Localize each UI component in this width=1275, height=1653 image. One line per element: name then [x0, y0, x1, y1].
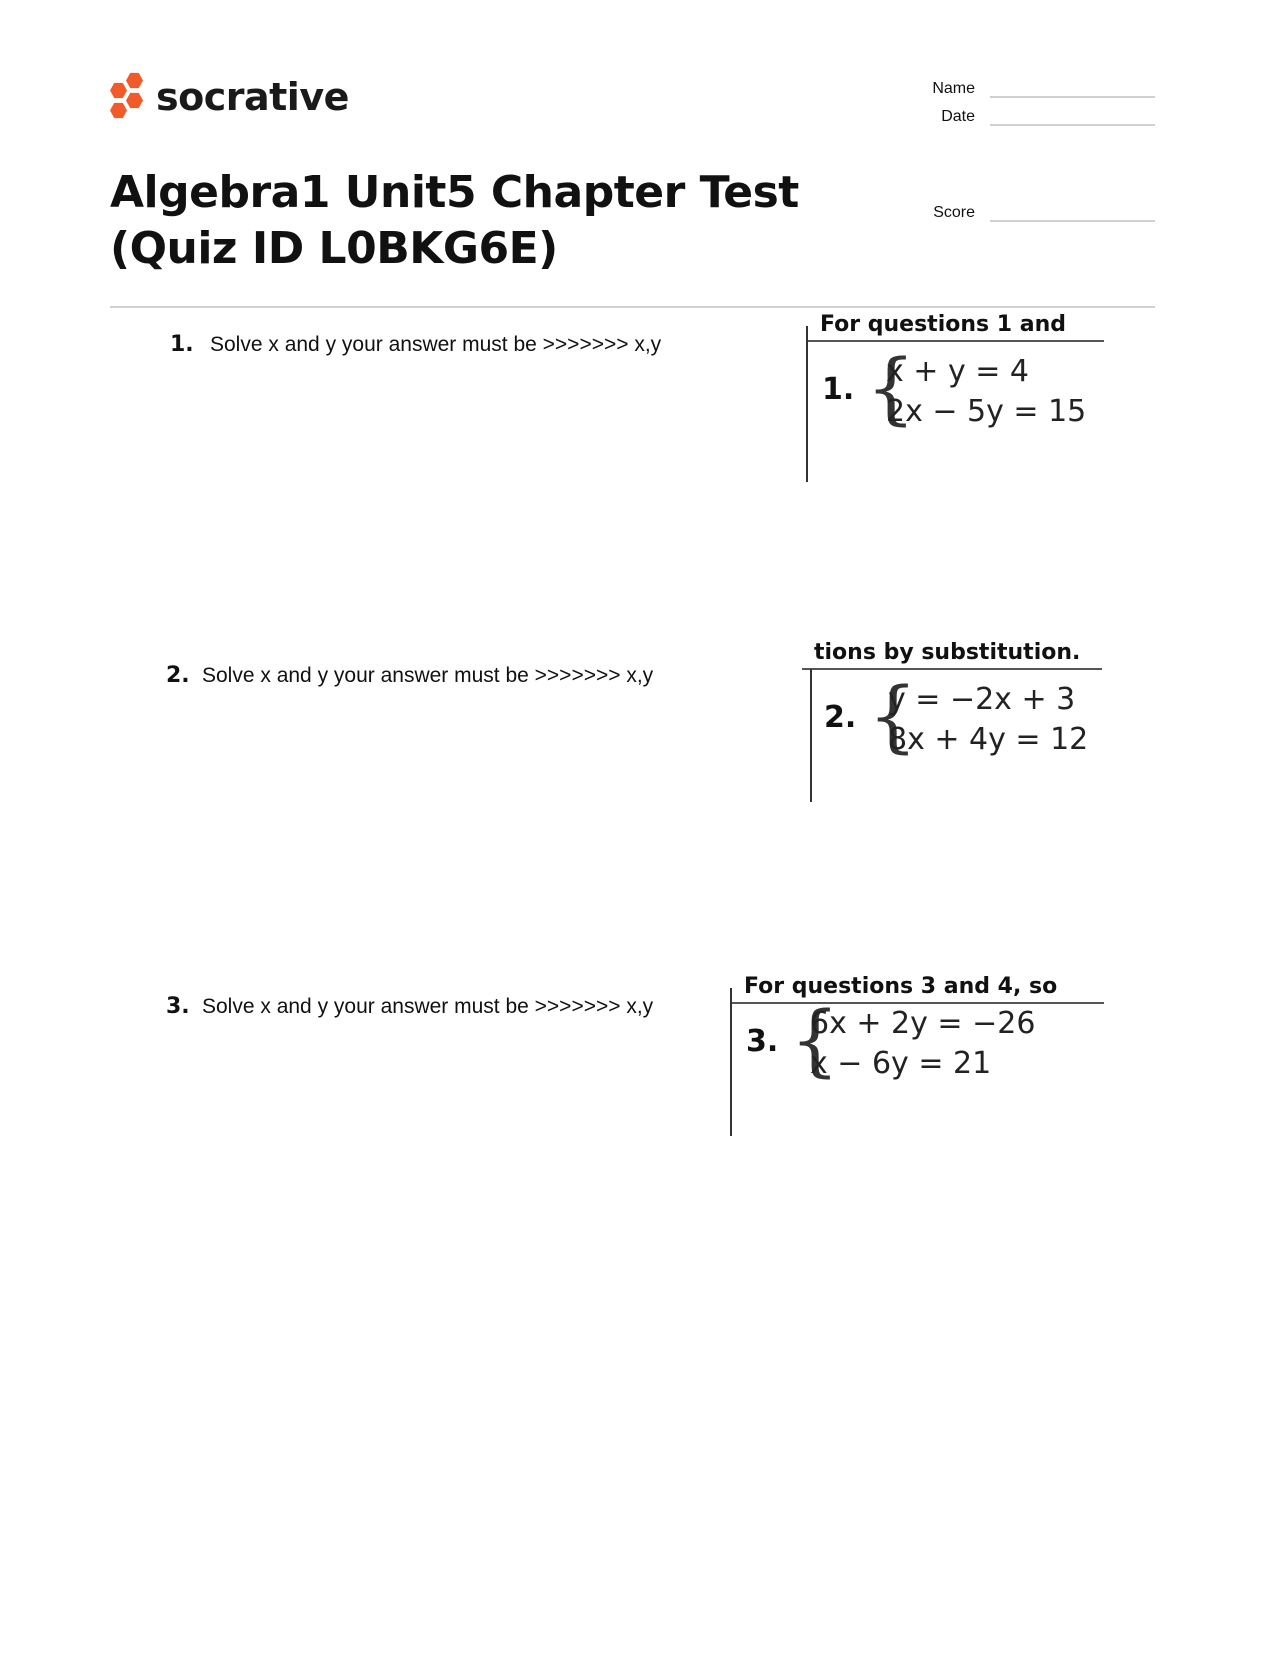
image-header-fragment: For questions 1 and [820, 312, 1066, 337]
equation: 2x − 5y = 15 [886, 394, 1087, 429]
problem-number: 2. [824, 700, 857, 735]
image-header-fragment: For questions 3 and 4, so [744, 974, 1058, 999]
title-line-2: (Quiz ID L0BKG6E) [110, 223, 558, 274]
equation: 8x + 4y = 12 [888, 722, 1089, 757]
equation-system [888, 680, 1088, 760]
date-line[interactable] [990, 104, 1155, 126]
name-field[interactable] [880, 76, 1155, 98]
name-label: Name [932, 80, 975, 97]
image-rule [802, 668, 1102, 670]
name-line[interactable] [990, 76, 1155, 98]
question-1 [170, 332, 661, 357]
score-field[interactable] [880, 200, 1155, 222]
equation-image-3 [730, 974, 1104, 1136]
question-3 [166, 994, 653, 1019]
brace-icon: { [868, 672, 918, 762]
date-label: Date [941, 108, 975, 125]
equation: y = −2x + 3 [888, 682, 1076, 717]
score-label: Score [933, 204, 975, 221]
title-line-1: Algebra1 Unit5 Chapter Test [110, 167, 799, 218]
equation: x + y = 4 [886, 354, 1030, 389]
header-divider [110, 306, 1155, 308]
score-line[interactable] [990, 200, 1155, 222]
brand-name: socrative [156, 75, 349, 119]
image-header-fragment: tions by substitution. [814, 640, 1081, 665]
image-rule [808, 340, 1104, 342]
question-number: 3. [166, 994, 190, 1019]
equation: x − 6y = 21 [810, 1046, 992, 1081]
brace-icon: { [866, 344, 916, 434]
equation: 6x + 2y = −26 [810, 1006, 1036, 1041]
date-field[interactable] [880, 104, 1155, 126]
question-number: 1. [170, 332, 194, 357]
brace-icon: { [790, 996, 840, 1086]
problem-number: 1. [822, 372, 855, 407]
equation-image-1 [806, 312, 1104, 482]
socrative-logo [110, 72, 349, 122]
equation-image-2 [802, 640, 1102, 802]
question-text: Solve x and y your answer must be >>>>>>> x,y [202, 664, 654, 687]
question-2 [166, 663, 653, 688]
question-text: Solve x and y your answer must be >>>>>>> x,y [202, 995, 654, 1018]
question-number: 2. [166, 663, 190, 688]
equation-system [886, 352, 1086, 432]
equation-system [810, 1004, 1035, 1084]
hexagon-logo-icon [110, 72, 150, 122]
problem-number: 3. [746, 1024, 779, 1059]
question-text: Solve x and y your answer must be >>>>>>> x,y [210, 333, 662, 356]
page-title [110, 165, 799, 277]
